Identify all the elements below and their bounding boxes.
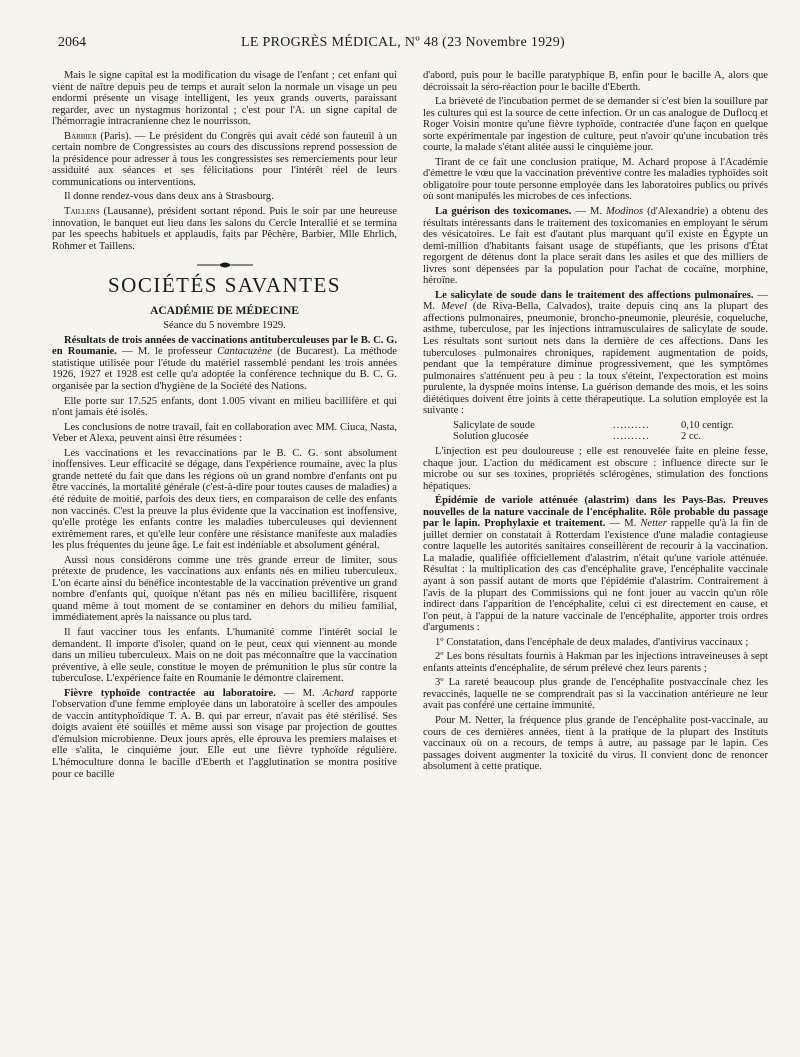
taillens-paragraph bbox=[52, 206, 397, 252]
continuation-paragraph: d'abord, puis pour le bacille paratyphique B, enfin pour le bacille A, alors que décroissait la séro-réaction pour le bacille d'Eberth. bbox=[423, 70, 768, 93]
page-number: 2064 bbox=[58, 35, 86, 50]
bcg-paragraph-5: Aussi nous considérons comme une très grande erreur de limiter, sous prétexte de prudence, les vaccinations aux enfants nés en milieu tuberculeux. L'on écarte ainsi du bénéfice incontestable de la vaccination préventive un grand nombre d'enfants qui, quoique n'étant pas nés en milieu bacillifère, risquent quand même à tout moment de se contaminer en dehors du milieu familial, immédiatement après la naissance ou plus tard. bbox=[52, 554, 397, 624]
page-header bbox=[58, 33, 748, 53]
bcg-paragraph-3: Les conclusions de notre travail, fait en collaboration avec MM. Ciuca, Nasta, Veber et Alexa, peuvent ainsi être résumées : bbox=[52, 421, 397, 445]
argument-2: 2º Les bons résultats fournis à Hakman par les injections intraveineuses à sept enfants atteints d'encéphalite, de sérum prélevé chez leurs parents ; bbox=[423, 651, 768, 674]
seance-date: Séance du 5 novembre 1929. bbox=[163, 320, 286, 332]
typhoid-article bbox=[52, 688, 397, 780]
formula-row bbox=[453, 420, 768, 432]
variole-text: rappelle qu'à la fin de juillet dernier on constatait à Rotterdam l'existence d'une maladie contagieuse contre laquelle les autorités sanitaires conseillèrent de recourir à la vaccination. La maladie, qualifiée officiellement d'alastrim, n'était qu'une variole atténuée. Résultat : la multiplication des cas d'encéphalite grave, l'encéphalite vaccinale ayant à son passif autant de morts que l'épidémie d'alastrim. Contrairement à l'avis de la plupart des Commissions qui ne font jouer au vaccin qu'un rôle indirect dans l'apparition de l'encéphalite, celui ci est directement en cause, et l'on peut, à l'appui de la nature vaccinale de l'encéphalite, apporter trois ordres d'arguments : bbox=[423, 518, 768, 634]
toxicomanes-article bbox=[423, 206, 768, 287]
formula-quantity: 0,10 centigr. bbox=[681, 419, 734, 431]
injection-paragraph: L'injection est peu douloureuse ; elle est renouvelée faite en pleine fesse, chaque jour. L'action du médicament est obscure : influence directe sur le microbe ou sur ses toxines, propriétés sclérogènes, stimulation des fonctions hépatiques. bbox=[423, 445, 768, 492]
final-paragraph: Pour M. Netter, la fréquence plus grande de l'encéphalite post-vaccinale, au cours de ces dernières années, tient à la pratique de la plupart des Instituts vaccinaux où on a recours, de temps à autre, au passage par le lapin. Ces passages doivent augmenter la toxicité du virus. Il convient donc de renoncer absolument à cette pratique. bbox=[423, 714, 768, 773]
variole-article bbox=[423, 495, 768, 634]
bcg-title: Résultats de trois années de vaccinations antituberculeuses par le B. C. G. en Roumanie. bbox=[52, 334, 397, 358]
intro-paragraph: Mais le signe capital est la modification du visage de l'enfant ; cet enfant qui vient de naître depuis peu de temps et aurait selon la normale un visage un peu endormi présente un visage intelligent, les yeux grands ouverts, paraissant regarder, avec un nystagmus horizontal ; c'est pour l'A. un signe capital de l'hémorragie intracranienne chez le nourrisson. bbox=[52, 70, 397, 128]
salicylate-text: (de Riva-Bella, Calvados), traite depuis cinq ans la plupart des affections pulmonaires, pneumonie, broncho-pneumonie, pleurésie, coqueluche, asthme, tuberculose, par les injections intramusculaires de salicylate de soude. Les résultats sont surtout nets dans la dernière de ces affections. Dans les tuberculoses pulmonaires chroniques, rapidement augmentation de poids, pendant que la température diminue progressivement, que les symptômes pulmonaires s'atténuent peu à peu : la toux s'éteint, l'expectoration est moins purulente, la dyspnée moins intense. La guérison demande des mois, et les soins diététiques doivent être joints à cette thérapeutique. La solution employée est la suivante : bbox=[423, 301, 768, 417]
bcg-lead: — M. le professeur bbox=[116, 346, 218, 358]
salicylate-title: Le salicylate de soude dans le traitement des affections pulmonaires. bbox=[435, 289, 754, 301]
taillens-name: Taillens bbox=[64, 206, 100, 218]
formula-row bbox=[453, 431, 768, 443]
salicylate-author: Mevel bbox=[441, 301, 467, 313]
taillens-text: (Lausanne), président sortant répond. Puis le soir par une heureuse innovation, le banquet eut lieu dans les salons du Cercle Interallié et se termina par les speechs habituels et applaudis, faits par Pêchère, Barbier, Mlle Ehrlich, Rohmer et Taillens. bbox=[52, 206, 397, 252]
typhoid-title: Fièvre typhoïde contractée au laboratoire. bbox=[64, 687, 276, 699]
journal-title: LE PROGRÈS MÉDICAL, Nº 48 (23 Novembre 1929) bbox=[241, 35, 565, 50]
toxicomanes-text: (d'Alexandrie) a obtenu des résultats intéressants dans le traitement des toxicomanies en employant le sérum des vésicatoires. Le fait est d'autant plus marquant qu'il existe en Égypte un demi-million d'habitants faisant usage de stupéfiants, que les prisons d'État regorgent de détenus dont la place serait dans les asiles et que des milliers de livres sont dépensées par la population pour l'achat de cocaïne, morphine, héroïne. bbox=[423, 206, 769, 287]
variole-title: Épidémie de variole atténuée (alastrim) dans les Pays-Bas. Preuves nouvelles de la nature vaccinale de l'encéphalite. Rôle probable du passage par le lapin. Prophylaxie et traitement. bbox=[423, 495, 768, 530]
barbier-name: Barbier bbox=[64, 130, 97, 142]
argument-1: 1º Constatation, dans l'encéphale de deux malades, d'antivirus vaccinaux ; bbox=[435, 636, 749, 648]
typhoid-author: Achard bbox=[322, 687, 354, 699]
conclusion-paragraph: Tirant de ce fait une conclusion pratique, M. Achard propose à l'Académie d'émettre le vœu que la vaccination préventive contre les maladies typhoïdes soit obligatoire pour toute personne employée dans les laboratoires publics ou privés où sont manipulés les microbes de ces infections. bbox=[423, 156, 768, 203]
typhoid-text: rapporte l'observation d'une femme employée dans un laboratoire à sceller des ampoules de vaccin antityphoïdique T. A. B. qui par erreur, n'avait pas été stérilisé. Ses doigts avaient été souillés et même aussi son visage par projection de gouttes d'émulsion microbienne. Deux jours après, elle éprouva les premiers malaises et elle s'alita, le cinquième jour. Elle eut une fièvre typhoïde régulière. L'hémoculture donna le bacille d'Eberth et l'agglutination se montra positive pour ce bacille bbox=[52, 687, 397, 780]
argument-3: 3º La rareté beaucoup plus grande de l'encéphalite postvaccinale chez les revaccinés, laquelle ne se comprendrait pas si la vaccination antérieure ne leur avait pas conféré une certaine immunité. bbox=[423, 677, 768, 712]
rendezvous-paragraph: Il donne rendez-vous dans deux ans à Strasbourg. bbox=[64, 191, 274, 203]
left-column bbox=[52, 70, 397, 783]
incubation-paragraph: La brièveté de l'incubation permet de se demander si c'est bien la souillure par les cultures qui est la source de cette infection. Or un cas analogue de Duflocq et Roger Voisin montre qu'une fièvre typhoïde, contractée d'une façon en quelque sorte expérimentale par ingestion de culture, peut n'avoir qu'une incubation très courte, la malade s'étant alitée aussi le cinquième jour. bbox=[423, 96, 768, 154]
toxicomanes-title: La guérison des toxicomanes. bbox=[435, 206, 572, 218]
formula-ingredient: Salicylate de soude bbox=[453, 419, 535, 431]
salicylate-article bbox=[423, 290, 768, 417]
formula-dots: .......... bbox=[613, 431, 650, 443]
bcg-author: Cantacuzène bbox=[217, 346, 272, 358]
bcg-paragraph-4: Les vaccinations et les revaccinations par le B. C. G. sont absolument inoffensives. Leur efficacité se dégage, dans l'expérience roumaine, avec la plus grande netteté du fait que dans les régions où un grand nombre d'enfants ont pu être vaccinés, la mortalité générale (c'est-à-dire pour toutes causes de maladies) a été réduite de moitié, parfois des deux tiers, en comparaison de celle des enfants non vaccinés. C'est la preuve la plus évidente que la vaccination est inoffensive, qu'elle protège les enfants contre les maladies tuberculeuses qui deviennent extrêmement rares, et qu'elle leur confère une résistance manifeste aux maladies les plus fréquentes du jeune âge. Le fait est indéniable et absolument général. bbox=[52, 447, 397, 552]
ornament-divider-icon bbox=[195, 260, 255, 270]
formula-quantity: 2 cc. bbox=[681, 431, 701, 443]
barbier-paragraph bbox=[52, 131, 397, 189]
salicylate-lead: — M. bbox=[423, 289, 769, 313]
formula-block bbox=[453, 420, 768, 443]
bcg-text: (de Bucarest). La méthode statistique utilisée pour l'étude du matériel rassemblé pendant les trois années 1926, 1927 et 1928 est celle qu'a adoptée la conférence technique du B. C. G. organisée par la section d'hygiène de la Société des Nations. bbox=[52, 346, 397, 393]
section-title: SOCIÉTÉS SAVANTES bbox=[107, 273, 342, 298]
variole-author: Netter bbox=[640, 518, 667, 530]
formula-ingredient: Solution glucosée bbox=[453, 431, 529, 443]
right-column bbox=[423, 70, 768, 776]
barbier-text: (Paris). — Le président du Congrès qui avait cédé son fauteuil à un certain nombre de Congressistes au cours des discussions reprend possession de la présidence pour adresser à tous les congressistes ses remerciements pour leur assiduité aux séances et ses félicitations pour l'intérêt réel de leurs communications ou interventions. bbox=[52, 130, 397, 188]
formula-dots: .......... bbox=[613, 419, 650, 431]
bcg-paragraph-6: Il faut vacciner tous les enfants. L'humanité comme l'intérêt social le demandent. Il importe d'isoler, quand on le peut, ceux qui viennent au monde dans un milieu tuberculeux. Mais on ne doit pas méconnaître que la vaccination préventive, à elle seule, constitue le moyen de prémunition le plus sûr contre la tuberculose. L'expérience faite en Roumanie le démontre clairement. bbox=[52, 626, 397, 685]
academy-heading: ACADÉMIE DE MÉDECINE bbox=[150, 304, 299, 317]
variole-lead: — M. bbox=[605, 518, 641, 530]
bcg-article bbox=[52, 335, 397, 393]
bcg-paragraph-2: Elle porte sur 17.525 enfants, dont 1.005 vivant en milieu bacillifère et qui n'ont jamais été isolés. bbox=[52, 395, 397, 419]
toxicomanes-author: Modinos bbox=[606, 206, 644, 218]
typhoid-lead: — M. bbox=[275, 687, 323, 699]
toxicomanes-lead: — M. bbox=[571, 206, 607, 218]
